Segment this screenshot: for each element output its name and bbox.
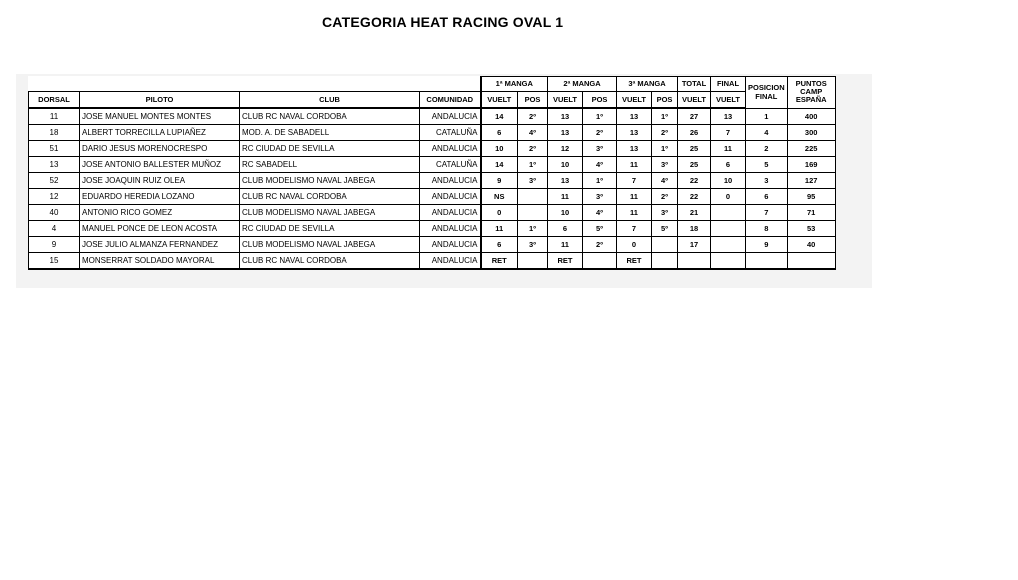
cell-total: 17 [678, 237, 711, 253]
table-row [29, 189, 836, 205]
cell-piloto: ALBERT TORRECILLA LUPIAÑEZ [80, 125, 240, 141]
cell-final: 6 [711, 157, 746, 173]
cell-vuelt-1: 0 [481, 205, 518, 221]
table-row [29, 125, 836, 141]
cell-dorsal: 4 [29, 221, 80, 237]
cell-final: 0 [711, 189, 746, 205]
table-row [29, 108, 836, 125]
header-vuelt-3: VUELT [617, 92, 652, 109]
cell-comunidad: ANDALUCIA [420, 189, 481, 205]
header-final: FINAL [711, 77, 746, 92]
cell-pos-1 [518, 189, 548, 205]
header-row-columns [29, 92, 836, 109]
cell-piloto: MANUEL PONCE DE LEON ACOSTA [80, 221, 240, 237]
cell-club: CLUB MODELISMO NAVAL JABEGA [240, 173, 420, 189]
cell-vuelt-3: 13 [617, 108, 652, 125]
cell-pos-3: 1º [652, 141, 678, 157]
cell-posicion-final: 6 [746, 189, 788, 205]
cell-puntos: 71 [787, 205, 835, 221]
cell-vuelt-2: 13 [548, 108, 583, 125]
cell-piloto: JOSE MANUEL MONTES MONTES [80, 108, 240, 125]
cell-pos-1 [518, 253, 548, 270]
cell-total: 25 [678, 157, 711, 173]
cell-posicion-final: 8 [746, 221, 788, 237]
cell-comunidad: CATALUÑA [420, 157, 481, 173]
cell-total: 26 [678, 125, 711, 141]
cell-puntos [787, 253, 835, 270]
cell-vuelt-1: 6 [481, 237, 518, 253]
cell-total: 25 [678, 141, 711, 157]
cell-piloto: EDUARDO HEREDIA LOZANO [80, 189, 240, 205]
cell-dorsal: 15 [29, 253, 80, 270]
cell-dorsal: 9 [29, 237, 80, 253]
cell-vuelt-1: 10 [481, 141, 518, 157]
cell-pos-3: 2º [652, 125, 678, 141]
cell-vuelt-1: 11 [481, 221, 518, 237]
cell-posicion-final: 9 [746, 237, 788, 253]
cell-vuelt-2: 13 [548, 173, 583, 189]
cell-pos-2: 2º [583, 237, 617, 253]
header-vuelt-1: VUELT [481, 92, 518, 109]
cell-total: 27 [678, 108, 711, 125]
cell-club: CLUB RC NAVAL CORDOBA [240, 189, 420, 205]
cell-puntos: 225 [787, 141, 835, 157]
cell-pos-3: 3º [652, 157, 678, 173]
header-posicion-final: POSICION FINAL [746, 77, 788, 109]
results-table-body [29, 77, 836, 270]
cell-pos-3: 1º [652, 108, 678, 125]
header-puntos-camp-espana: PUNTOS CAMP ESPAÑA [787, 77, 835, 109]
cell-posicion-final: 2 [746, 141, 788, 157]
cell-total: 22 [678, 189, 711, 205]
cell-piloto: MONSERRAT SOLDADO MAYORAL [80, 253, 240, 270]
cell-pos-2: 1º [583, 108, 617, 125]
cell-pos-2: 1º [583, 173, 617, 189]
table-row [29, 173, 836, 189]
cell-final [711, 205, 746, 221]
cell-pos-2: 3º [583, 141, 617, 157]
table-row [29, 205, 836, 221]
cell-vuelt-1: RET [481, 253, 518, 270]
cell-pos-3: 3º [652, 205, 678, 221]
cell-final: 13 [711, 108, 746, 125]
cell-puntos: 127 [787, 173, 835, 189]
cell-club: CLUB MODELISMO NAVAL JABEGA [240, 205, 420, 221]
cell-comunidad: ANDALUCIA [420, 237, 481, 253]
cell-vuelt-3: 11 [617, 189, 652, 205]
cell-final: 7 [711, 125, 746, 141]
cell-posicion-final: 1 [746, 108, 788, 125]
results-table [28, 76, 836, 270]
cell-piloto: ANTONIO RICO GOMEZ [80, 205, 240, 221]
header-spacer [29, 77, 481, 92]
cell-puntos: 95 [787, 189, 835, 205]
table-row [29, 221, 836, 237]
cell-vuelt-3: RET [617, 253, 652, 270]
cell-vuelt-3: 11 [617, 157, 652, 173]
cell-total: 21 [678, 205, 711, 221]
cell-club: RC CIUDAD DE SEVILLA [240, 221, 420, 237]
cell-dorsal: 11 [29, 108, 80, 125]
page-title: CATEGORIA HEAT RACING OVAL 1 [322, 14, 564, 30]
cell-vuelt-2: 12 [548, 141, 583, 157]
header-vuelt-total: VUELT [678, 92, 711, 109]
cell-posicion-final: 4 [746, 125, 788, 141]
cell-dorsal: 12 [29, 189, 80, 205]
cell-comunidad: ANDALUCIA [420, 141, 481, 157]
cell-final [711, 253, 746, 270]
cell-pos-1: 1º [518, 157, 548, 173]
table-row [29, 157, 836, 173]
cell-club: RC CIUDAD DE SEVILLA [240, 141, 420, 157]
cell-vuelt-2: 6 [548, 221, 583, 237]
cell-pos-3 [652, 237, 678, 253]
header-row-groups [29, 77, 836, 92]
header-pos-2: POS [583, 92, 617, 109]
cell-pos-3 [652, 253, 678, 270]
cell-comunidad: ANDALUCIA [420, 108, 481, 125]
cell-vuelt-2: 11 [548, 189, 583, 205]
cell-piloto: JOSE JOAQUIN RUIZ OLEA [80, 173, 240, 189]
cell-puntos: 169 [787, 157, 835, 173]
cell-dorsal: 52 [29, 173, 80, 189]
cell-pos-3: 2º [652, 189, 678, 205]
cell-pos-1 [518, 205, 548, 221]
header-vuelt-final: VUELT [711, 92, 746, 109]
cell-dorsal: 13 [29, 157, 80, 173]
cell-comunidad: ANDALUCIA [420, 173, 481, 189]
header-pos-1: POS [518, 92, 548, 109]
cell-vuelt-3: 0 [617, 237, 652, 253]
cell-comunidad: ANDALUCIA [420, 253, 481, 270]
cell-vuelt-3: 13 [617, 125, 652, 141]
cell-piloto: DARIO JESUS MORENOCRESPO [80, 141, 240, 157]
cell-vuelt-1: 6 [481, 125, 518, 141]
cell-vuelt-1: 9 [481, 173, 518, 189]
cell-pos-2: 5º [583, 221, 617, 237]
cell-dorsal: 18 [29, 125, 80, 141]
header-pos-3: POS [652, 92, 678, 109]
cell-final [711, 237, 746, 253]
cell-vuelt-2: RET [548, 253, 583, 270]
header-manga-3: 3ª MANGA [617, 77, 678, 92]
cell-vuelt-3: 11 [617, 205, 652, 221]
header-club: CLUB [240, 92, 420, 109]
cell-vuelt-1: NS [481, 189, 518, 205]
cell-vuelt-3: 7 [617, 221, 652, 237]
cell-total: 22 [678, 173, 711, 189]
cell-puntos: 400 [787, 108, 835, 125]
cell-posicion-final [746, 253, 788, 270]
cell-vuelt-2: 11 [548, 237, 583, 253]
cell-comunidad: CATALUÑA [420, 125, 481, 141]
header-vuelt-2: VUELT [548, 92, 583, 109]
cell-pos-1: 1º [518, 221, 548, 237]
cell-vuelt-2: 10 [548, 205, 583, 221]
cell-pos-2: 4º [583, 157, 617, 173]
cell-pos-1: 2º [518, 108, 548, 125]
cell-club: MOD. A. DE SABADELL [240, 125, 420, 141]
cell-final [711, 221, 746, 237]
cell-puntos: 40 [787, 237, 835, 253]
cell-pos-2 [583, 253, 617, 270]
cell-pos-1: 2º [518, 141, 548, 157]
cell-pos-2: 4º [583, 205, 617, 221]
cell-final: 10 [711, 173, 746, 189]
cell-comunidad: ANDALUCIA [420, 205, 481, 221]
header-dorsal: DORSAL [29, 92, 80, 109]
cell-dorsal: 40 [29, 205, 80, 221]
header-manga-2: 2ª MANGA [548, 77, 617, 92]
cell-club: CLUB RC NAVAL CORDOBA [240, 253, 420, 270]
cell-puntos: 53 [787, 221, 835, 237]
cell-vuelt-2: 10 [548, 157, 583, 173]
table-row [29, 253, 836, 270]
header-comunidad: COMUNIDAD [420, 92, 481, 109]
cell-vuelt-1: 14 [481, 108, 518, 125]
header-piloto: PILOTO [80, 92, 240, 109]
cell-dorsal: 51 [29, 141, 80, 157]
table-row [29, 141, 836, 157]
table-row [29, 237, 836, 253]
cell-pos-1: 3º [518, 173, 548, 189]
cell-pos-2: 2º [583, 125, 617, 141]
header-manga-1: 1ª MANGA [481, 77, 548, 92]
cell-posicion-final: 7 [746, 205, 788, 221]
cell-puntos: 300 [787, 125, 835, 141]
cell-club: CLUB RC NAVAL CORDOBA [240, 108, 420, 125]
cell-vuelt-1: 14 [481, 157, 518, 173]
cell-posicion-final: 3 [746, 173, 788, 189]
cell-club: CLUB MODELISMO NAVAL JABEGA [240, 237, 420, 253]
cell-vuelt-2: 13 [548, 125, 583, 141]
cell-piloto: JOSE JULIO ALMANZA FERNANDEZ [80, 237, 240, 253]
cell-pos-1: 4º [518, 125, 548, 141]
cell-club: RC SABADELL [240, 157, 420, 173]
cell-posicion-final: 5 [746, 157, 788, 173]
cell-pos-1: 3º [518, 237, 548, 253]
cell-final: 11 [711, 141, 746, 157]
cell-total: 18 [678, 221, 711, 237]
cell-vuelt-3: 13 [617, 141, 652, 157]
cell-total [678, 253, 711, 270]
header-total: TOTAL [678, 77, 711, 92]
cell-pos-2: 3º [583, 189, 617, 205]
cell-comunidad: ANDALUCIA [420, 221, 481, 237]
cell-pos-3: 4º [652, 173, 678, 189]
cell-pos-3: 5º [652, 221, 678, 237]
cell-vuelt-3: 7 [617, 173, 652, 189]
cell-piloto: JOSE ANTONIO BALLESTER MUÑOZ [80, 157, 240, 173]
